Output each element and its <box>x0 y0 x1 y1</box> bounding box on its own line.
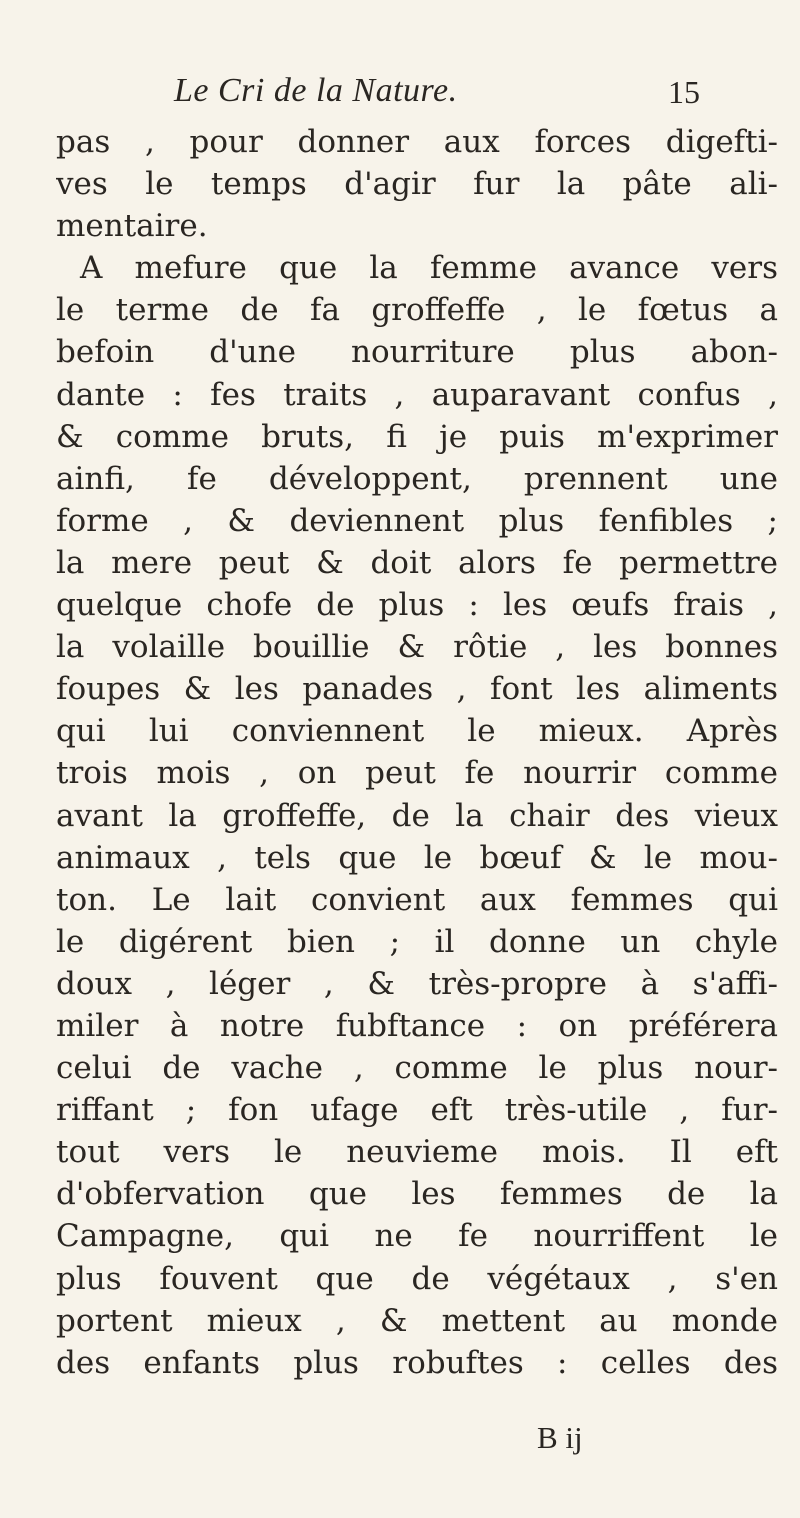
text-line: d'obfervation que les femmes de la <box>56 1176 778 1213</box>
text-line: animaux , tels que le bœuf & le mou- <box>56 839 778 876</box>
text-line: le digérent bien ; il donne un chyle <box>56 923 778 960</box>
body-text <box>56 121 778 1384</box>
text-line: riffant ; fon ufage eft très-utile , fur- <box>56 1092 778 1129</box>
text-line: pas , pour donner aux forces digefti- <box>56 124 778 160</box>
page-header <box>0 72 800 112</box>
text-line: ainfi, fe développent, prennent une <box>56 460 778 497</box>
text-line: mentaire. <box>56 208 208 245</box>
text-line: plus fouvent que de végétaux , s'en <box>56 1260 778 1297</box>
text-line: & comme bruts, fi je puis m'exprimer <box>56 418 778 455</box>
text-line: befoin d'une nourriture plus abon- <box>56 334 778 371</box>
signature-mark: B ij <box>537 1420 583 1455</box>
running-title: Le Cri de la Nature. <box>174 72 458 109</box>
text-line: foupes & les panades , font les aliments <box>56 671 778 708</box>
text-line: forme , & deviennent plus fenfibles ; <box>56 502 778 539</box>
text-line: Campagne, qui ne fe nourriffent le <box>56 1218 778 1255</box>
text-line: dante : fes traits , auparavant confus , <box>56 376 778 413</box>
text-line: trois mois , on peut fe nourrir comme <box>56 755 778 792</box>
text-line: quelque chofe de plus : les œufs frais , <box>56 587 778 624</box>
page-number: 15 <box>668 74 700 110</box>
text-line: avant la groffeffe, de la chair des vieux <box>56 797 778 834</box>
text-line: ves le temps d'agir fur la pâte ali- <box>56 166 778 203</box>
text-line: portent mieux , & mettent au monde <box>56 1302 778 1339</box>
text-line: des enfants plus robuftes : celles des <box>56 1344 778 1381</box>
text-line: qui lui conviennent le mieux. Après <box>56 713 778 750</box>
text-line: la volaille bouillie & rôtie , les bonnes <box>56 629 778 666</box>
text-line: miler à notre fubftance : on préférera <box>56 1007 778 1044</box>
text-line: celui de vache , comme le plus nour- <box>56 1050 778 1087</box>
text-line: A mefure que la femme avance vers <box>80 250 778 287</box>
text-line: tout vers le neuvieme mois. Il eft <box>56 1134 778 1171</box>
text-line: doux , léger , & très-propre à s'affi- <box>56 965 778 1002</box>
text-line: la mere peut & doit alors fe permettre <box>56 544 778 581</box>
text-line: ton. Le lait convient aux femmes qui <box>56 881 778 918</box>
text-line: le terme de fa groffeffe , le fœtus a <box>56 292 778 329</box>
